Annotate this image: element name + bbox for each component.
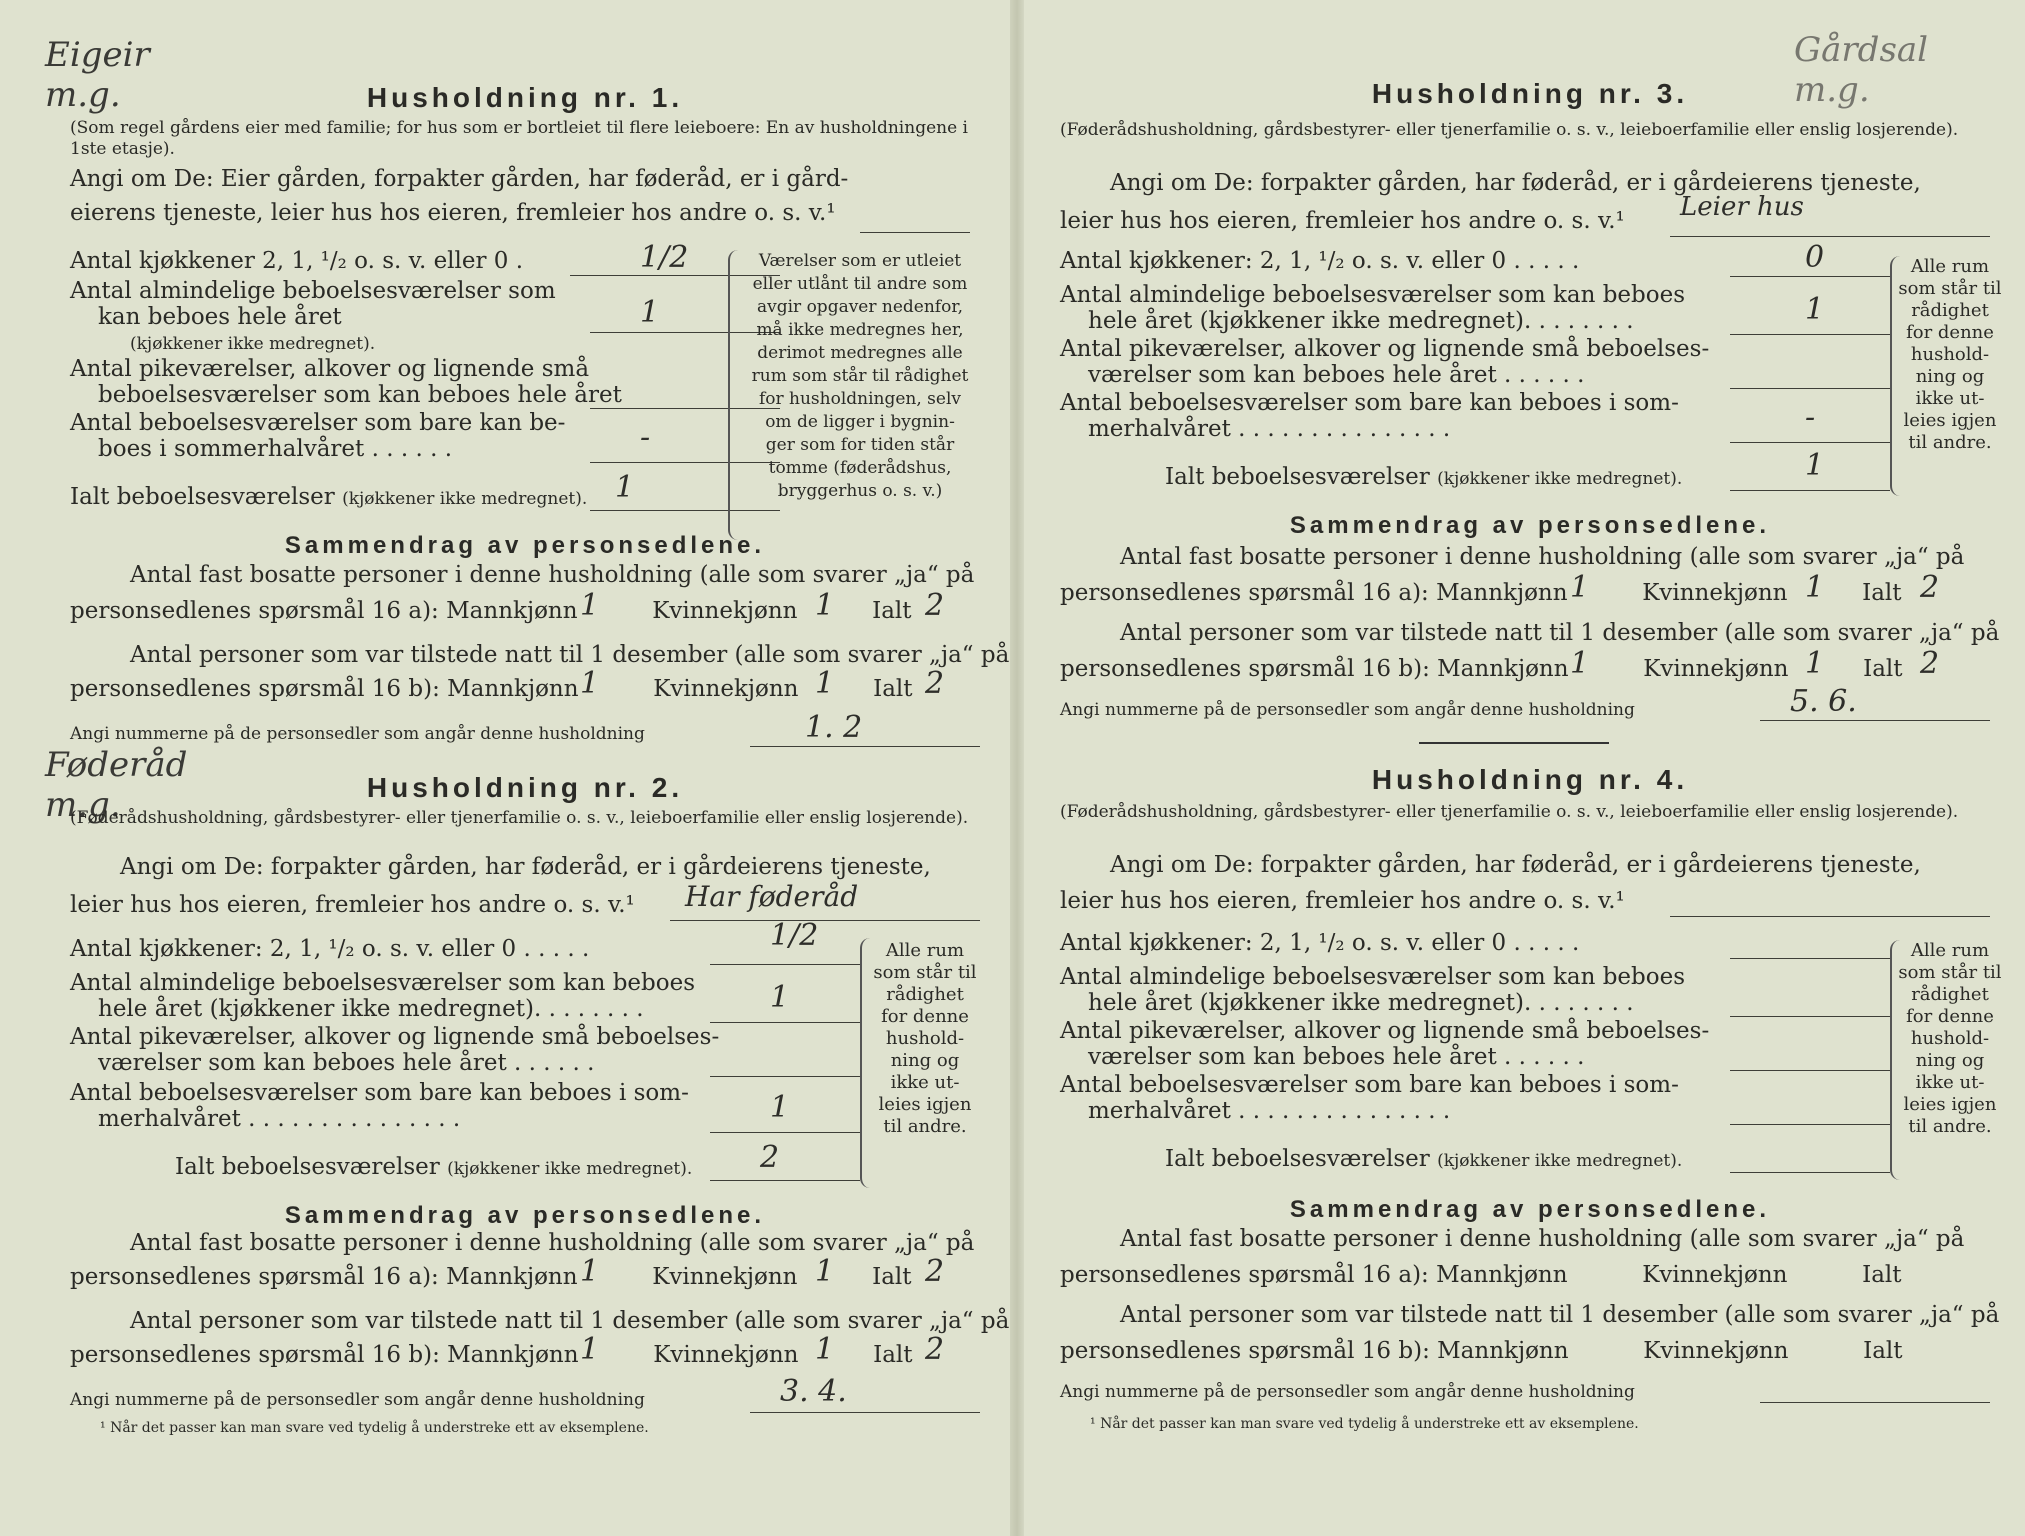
household-1-nummer: Angi nummerne på de personsedler som angår denne husholdning <box>70 724 645 744</box>
household-3-fast-1: Antal fast bosatte personer i denne husholdning (alle som svarer „ja“ på <box>1120 544 1965 570</box>
answer-kjokkener: 1/2 <box>770 918 819 953</box>
household-1-sommer-1: Antal beboelsesværelser som bare kan be- <box>70 410 566 436</box>
household-4-summary-title: Sammendrag av personsedlene. <box>1289 1196 1771 1223</box>
household-2-title: Husholdning nr. 2. <box>366 772 684 803</box>
rule <box>750 746 980 747</box>
household-4-pike-1: Antal pikeværelser, alkover og lignende små beboelses- <box>1060 1018 1710 1044</box>
answer-a-kvinne: 1 <box>1805 570 1825 605</box>
answer-b-mann: 1 <box>580 1332 600 1367</box>
household-2-ialt <box>175 1154 692 1180</box>
household-3-angi-2: leier hus hos eieren, fremleier hos andre o. s. v.¹ <box>1060 208 1625 234</box>
label: Ialt <box>1863 656 1903 682</box>
household-2-pike-1: Antal pikeværelser, alkover og lignende små beboelses- <box>70 1024 720 1050</box>
household-1-sidenote: Værelser som er utleiet eller utlånt til andre som avgir opgaver nedenfor, må ikke medregnes her, derimot medregnes alle rum som står til rådighet for husholdningen, selv om de ligger i bygnin- ger som for tiden står tomme (føderådshus, bryggerhus o. s. v.) <box>751 251 969 501</box>
household-3-nummer: Angi nummerne på de personsedler som angår denne husholdning <box>1060 700 1635 720</box>
household-4 <box>1060 764 2000 1444</box>
household-2-sommer-1: Antal beboelsesværelser som bare kan beboes i som- <box>70 1080 689 1106</box>
label: personsedlenes spørsmål 16 a): Mannkjønn <box>1060 1262 1568 1288</box>
label: Kvinnekjønn <box>1643 1338 1789 1364</box>
label: Kvinnekjønn <box>1643 656 1789 682</box>
answer-kjokkener: 0 <box>1805 240 1825 275</box>
separator <box>1419 742 1609 744</box>
rule <box>860 232 970 233</box>
rule <box>710 964 860 965</box>
label: Ialt <box>1862 1262 1902 1288</box>
ialt-label: Ialt beboelsesværelser <box>1165 464 1430 490</box>
household-3-sommer-2: merhalvåret . . . . . . . . . . . . . . . <box>1088 416 1451 442</box>
ialt-label: Ialt beboelsesværelser <box>175 1154 440 1180</box>
household-3-intro: (Føderådshusholdning, gårdsbestyrer- eller tjenerfamilie o. s. v., leieboerfamilie eller enslig losjerende). <box>1060 120 1959 140</box>
ialt-label: Ialt beboelsesværelser <box>1165 1146 1430 1172</box>
household-3-ialt <box>1165 464 1682 490</box>
ialt-note: (kjøkkener ikke medregnet). <box>447 1159 693 1179</box>
label: Kvinnekjønn <box>653 676 799 702</box>
household-3-sidenote: Alle rum som står til rådighet for denne hushold- ning og ikke ut- leies igjen til andre. <box>1898 256 2002 453</box>
rule <box>1730 388 1890 389</box>
household-4-fast-2 <box>1060 1262 1902 1288</box>
rule <box>710 1076 860 1077</box>
label: personsedlenes spørsmål 16 a): Mannkjønn <box>70 598 578 624</box>
household-2-intro: (Føderådshusholdning, gårdsbestyrer- eller tjenerfamilie o. s. v., leieboerfamilie eller enslig losjerende). <box>70 808 969 828</box>
label: personsedlenes spørsmål 16 b): Mannkjønn <box>1060 1338 1569 1364</box>
household-4-kjokkener: Antal kjøkkener: 2, 1, ¹/₂ o. s. v. eller 0 . . . . . <box>1060 930 1580 956</box>
ialt-note: (kjøkkener ikke medregnet). <box>1437 1151 1683 1171</box>
left-page <box>0 0 1010 1536</box>
household-3-alm-1: Antal almindelige beboelsesværelser som kan beboes <box>1060 282 1686 308</box>
rule <box>1730 276 1890 277</box>
household-4-alm-1: Antal almindelige beboelsesværelser som kan beboes <box>1060 964 1686 990</box>
answer-b-ialt: 2 <box>1920 646 1940 681</box>
household-3-fast-2 <box>1060 580 1902 606</box>
answer-alm: 1 <box>770 980 790 1015</box>
household-1-sommer-2: boes i sommerhalvåret . . . . . . <box>98 436 453 462</box>
answer-a-ialt: 2 <box>925 1254 945 1289</box>
label: Kvinnekjønn <box>1642 580 1788 606</box>
rule <box>670 920 980 921</box>
rule <box>1730 334 1890 335</box>
answer-b-ialt: 2 <box>925 666 945 701</box>
household-3 <box>1060 78 2000 718</box>
rule <box>710 1022 860 1023</box>
household-1-pike-1: Antal pikeværelser, alkover og lignende små <box>70 356 590 382</box>
label: Ialt <box>873 1342 913 1368</box>
household-2-sidenote: Alle rum som står til rådighet for denne hushold- ning og ikke ut- leies igjen til andre. <box>873 940 977 1137</box>
rule <box>1760 720 1990 721</box>
household-1-intro: (Som regel gårdens eier med familie; for hus som er bortleiet til flere leieboere: En av husholdningene i 1ste etasje). <box>70 118 968 159</box>
label: personsedlenes spørsmål 16 b): Mannkjønn <box>70 676 579 702</box>
household-2-angi-1: Angi om De: forpakter gården, har føderåd, er i gårdeierens tjeneste, <box>120 854 931 880</box>
rule <box>1730 1172 1890 1173</box>
household-3-kjokkener: Antal kjøkkener: 2, 1, ¹/₂ o. s. v. eller 0 . . . . . <box>1060 248 1580 274</box>
household-1-ialt <box>70 484 587 510</box>
household-2-pike-2: værelser som kan beboes hele året . . . . . . <box>98 1050 595 1076</box>
label: Ialt <box>1863 1338 1903 1364</box>
household-1-angi-line-2: eierens tjeneste, leier hus hos eieren, fremleier hos andre o. s. v.¹ <box>70 200 836 226</box>
household-4-tilst-2 <box>1060 1338 1903 1364</box>
household-1-summary-title: Sammendrag av personsedlene. <box>284 532 766 559</box>
answer-a-mann: 1 <box>580 588 600 623</box>
ialt-note: (kjøkkener ikke medregnet). <box>342 489 588 509</box>
household-3-pike-2: værelser som kan beboes hele året . . . . . . <box>1088 362 1585 388</box>
answer-a-mann: 1 <box>580 1254 600 1289</box>
household-2-fast-2 <box>70 1264 912 1290</box>
ialt-note: (kjøkkener ikke medregnet). <box>1437 469 1683 489</box>
label: Ialt <box>872 1264 912 1290</box>
household-4-angi-1: Angi om De: forpakter gården, har føderåd, er i gårdeierens tjeneste, <box>1110 852 1921 878</box>
answer-sommer: 1 <box>770 1090 790 1125</box>
household-3-tilst-1: Antal personer som var tilstede natt til 1 desember (alle som svarer „ja“ på <box>1120 620 2000 646</box>
household-2-angi-2: leier hus hos eieren, fremleier hos andre o. s. v.¹ <box>70 892 635 918</box>
household-2-sommer-2: merhalvåret . . . . . . . . . . . . . . . <box>98 1106 461 1132</box>
margin-annotation-right-top: Gårdsal m.g. <box>1794 30 1929 110</box>
household-1-alm-2: kan beboes hele året <box>98 304 342 330</box>
rule <box>750 1412 980 1413</box>
answer-kjokkener: 1/2 <box>640 240 689 275</box>
household-2 <box>70 768 1010 1448</box>
household-1-kjokkener: Antal kjøkkener 2, 1, ¹/₂ o. s. v. eller 0 . <box>70 248 524 274</box>
answer-alm: 1 <box>640 295 660 330</box>
answer-b-mann: 1 <box>580 666 600 701</box>
household-3-angi-1: Angi om De: forpakter gården, har føderåd, er i gårdeierens tjeneste, <box>1110 170 1921 196</box>
household-2-alm-2: hele året (kjøkkener ikke medregnet). . . . . . . . <box>98 996 644 1022</box>
answer-ialt: 2 <box>760 1140 780 1175</box>
rule <box>1670 916 1990 917</box>
rule <box>710 1132 860 1133</box>
household-2-fast-1: Antal fast bosatte personer i denne husholdning (alle som svarer „ja“ på <box>130 1230 975 1256</box>
label: Ialt <box>1862 580 1902 606</box>
margin-annotation-left-mid: Føderåd m.g. <box>45 745 188 825</box>
answer-ialt: 1 <box>1805 448 1825 483</box>
answer-a-mann: 1 <box>1570 570 1590 605</box>
household-4-pike-2: værelser som kan beboes hele året . . . . . . <box>1088 1044 1585 1070</box>
answer-nummer: 5. 6. <box>1790 684 1857 719</box>
answer-angi: Leier hus <box>1680 192 1804 222</box>
margin-annotation-left-top: Eigeir m.g. <box>45 35 150 115</box>
page-fold <box>1010 0 1024 1536</box>
rule <box>1760 1402 1990 1403</box>
label: Ialt <box>873 676 913 702</box>
answer-b-kvinne: 1 <box>815 666 835 701</box>
household-2-kjokkener: Antal kjøkkener: 2, 1, ¹/₂ o. s. v. eller 0 . . . . . <box>70 936 590 962</box>
answer-b-mann: 1 <box>1570 646 1590 681</box>
answer-a-kvinne: 1 <box>815 1254 835 1289</box>
household-2-tilst-2 <box>70 1342 913 1368</box>
rule <box>710 1180 860 1181</box>
household-1-pike-2: beboelsesværelser som kan beboes hele året <box>98 382 622 408</box>
rule <box>1730 1070 1890 1071</box>
answer-sommer: - <box>1805 400 1816 435</box>
answer-b-kvinne: 1 <box>1805 646 1825 681</box>
rule <box>1730 1016 1890 1017</box>
household-2-summary-title: Sammendrag av personsedlene. <box>284 1202 766 1229</box>
household-1-angi-line-1: Angi om De: Eier gården, forpakter gården, har føderåd, er i gård- <box>70 166 849 192</box>
rule <box>1670 236 1990 237</box>
label: Kvinnekjønn <box>652 1264 798 1290</box>
household-2-tilst-1: Antal personer som var tilstede natt til 1 desember (alle som svarer „ja“ på <box>130 1308 1010 1334</box>
answer-a-ialt: 2 <box>925 588 945 623</box>
rule <box>1730 442 1890 443</box>
household-4-alm-2: hele året (kjøkkener ikke medregnet). . . . . . . . <box>1088 990 1634 1016</box>
label: Kvinnekjønn <box>652 598 798 624</box>
label: Kvinnekjønn <box>653 1342 799 1368</box>
household-3-summary-title: Sammendrag av personsedlene. <box>1289 512 1771 539</box>
household-1-fast-1: Antal fast bosatte personer i denne husholdning (alle som svarer „ja“ på <box>130 562 975 588</box>
answer-b-ialt: 2 <box>925 1332 945 1367</box>
household-4-angi-2: leier hus hos eieren, fremleier hos andre o. s. v.¹ <box>1060 888 1625 914</box>
label: personsedlenes spørsmål 16 b): Mannkjønn <box>70 1342 579 1368</box>
household-1-tilst-2 <box>70 676 913 702</box>
answer-a-ialt: 2 <box>1920 570 1940 605</box>
household-1-alm-1: Antal almindelige beboelsesværelser som <box>70 278 556 304</box>
answer-alm: 1 <box>1805 292 1825 327</box>
rule <box>1730 958 1890 959</box>
household-4-intro: (Føderådshusholdning, gårdsbestyrer- eller tjenerfamilie o. s. v., leieboerfamilie eller enslig losjerende). <box>1060 802 1959 822</box>
label: personsedlenes spørsmål 16 a): Mannkjønn <box>70 1264 578 1290</box>
label: Kvinnekjønn <box>1642 1262 1788 1288</box>
answer-sommer: - <box>640 420 651 455</box>
household-4-title: Husholdning nr. 4. <box>1371 764 1689 795</box>
household-1-title: Husholdning nr. 1. <box>366 82 684 113</box>
household-2-nummer: Angi nummerne på de personsedler som angår denne husholdning <box>70 1390 645 1410</box>
household-4-fast-1: Antal fast bosatte personer i denne husholdning (alle som svarer „ja“ på <box>1120 1226 1965 1252</box>
answer-a-kvinne: 1 <box>815 588 835 623</box>
household-3-title: Husholdning nr. 3. <box>1371 78 1689 109</box>
household-1-tilst-1: Antal personer som var tilstede natt til 1 desember (alle som svarer „ja“ på <box>130 642 1010 668</box>
label: personsedlenes spørsmål 16 a): Mannkjønn <box>1060 580 1568 606</box>
household-1-alm-3: (kjøkkener ikke medregnet). <box>130 334 376 354</box>
household-1-fast-2 <box>70 598 912 624</box>
answer-nummer: 3. 4. <box>780 1374 847 1409</box>
footnote: ¹ Når det passer kan man svare ved tydelig å understreke ett av eksemplene. <box>1090 1416 1639 1432</box>
answer-b-kvinne: 1 <box>815 1332 835 1367</box>
footnote: ¹ Når det passer kan man svare ved tydelig å understreke ett av eksemplene. <box>100 1420 649 1436</box>
household-3-sommer-1: Antal beboelsesværelser som bare kan beboes i som- <box>1060 390 1679 416</box>
household-4-ialt <box>1165 1146 1682 1172</box>
household-4-tilst-1: Antal personer som var tilstede natt til 1 desember (alle som svarer „ja“ på <box>1120 1302 2000 1328</box>
answer-ialt: 1 <box>615 470 635 505</box>
household-2-alm-1: Antal almindelige beboelsesværelser som kan beboes <box>70 970 696 996</box>
answer-angi: Har føderåd <box>685 880 859 913</box>
answer-nummer: 1. 2 <box>805 710 863 745</box>
household-4-sidenote: Alle rum som står til rådighet for denne hushold- ning og ikke ut- leies igjen til andre. <box>1898 940 2002 1137</box>
ialt-label: Ialt beboelsesværelser <box>70 484 335 510</box>
household-3-tilst-2 <box>1060 656 1903 682</box>
household-4-sommer-1: Antal beboelsesværelser som bare kan beboes i som- <box>1060 1072 1679 1098</box>
household-3-alm-2: hele året (kjøkkener ikke medregnet). . . . . . . . <box>1088 308 1634 334</box>
rule <box>1730 1124 1890 1125</box>
household-4-nummer: Angi nummerne på de personsedler som angår denne husholdning <box>1060 1382 1635 1402</box>
rule <box>1730 490 1890 491</box>
right-page <box>1024 0 2025 1536</box>
label: personsedlenes spørsmål 16 b): Mannkjønn <box>1060 656 1569 682</box>
household-1 <box>70 70 1010 760</box>
rule <box>590 510 780 511</box>
household-3-pike-1: Antal pikeværelser, alkover og lignende små beboelses- <box>1060 336 1710 362</box>
household-4-sommer-2: merhalvåret . . . . . . . . . . . . . . . <box>1088 1098 1451 1124</box>
label: Ialt <box>872 598 912 624</box>
